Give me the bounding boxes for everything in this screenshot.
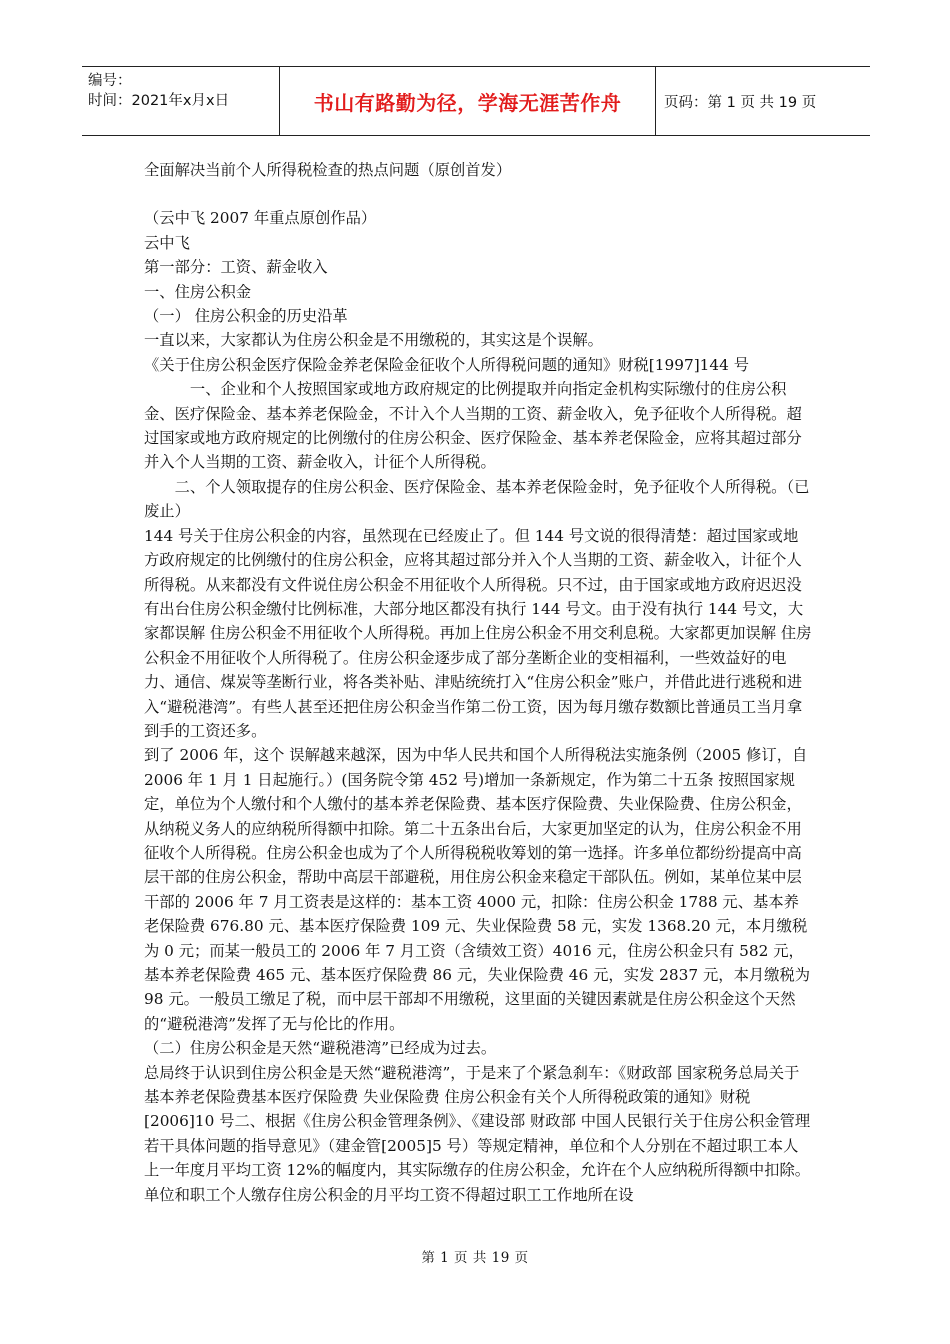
subsection-heading: （二）住房公积金是天然“避税港湾”已经成为过去。 [144, 1039, 497, 1058]
time-label: 时间：2021年x月x日 [88, 93, 230, 109]
document-body [144, 158, 812, 1207]
page-header [82, 66, 870, 136]
document-reference: 《关于住房公积金医疗保险金养老保险金征收个人所得税问题的通知》财税[1997]144 号 [144, 355, 750, 374]
document-title: 全面解决当前个人所得税检查的热点问题（原创首发） [144, 161, 512, 179]
header-motto: 书山有路勤为径，学海无涯苦作舟 [280, 67, 656, 135]
header-meta [82, 67, 280, 135]
section-heading: 一、住房公积金 [144, 282, 252, 301]
part-heading: 第一部分：工资、薪金收入 [144, 258, 328, 277]
author: 云中飞 [144, 233, 190, 252]
paragraph: 144 号关于住房公积金的内容，虽然现在已经废止了。但 144 号文说的很得清楚：超过国家或地方政府规定的比例缴付的住房公积金，应将其超过部分并入个人当期的工资、薪金收入，计征个人所得税。从来都没有文件说住房公积金不用征收个人所得税。只不过，由于国家或地方政府迟迟没有出台住房公积金缴付比例标准，大部分地区都没有执行 144 号文。由于没有执行 144 号文，大家都误解 住房公积金不用征收个人所得税。再加上住房公积金不用交利息税。大家都更加误解 住房公积金不用征收个人所得税了。住房公积金逐步成了部分垄断企业的变相福利，一些效益好的电力、通信、煤炭等垄断行业，将各类补贴、津贴统统打入“住房公积金”账户，并借此进行逃税和进入“避税港湾”。有些人甚至还把住房公积金当作第二份工资，因为每月缴存数额比普通员工当月拿到手的工资还多。 [144, 526, 812, 740]
paragraph: 总局终于认识到住房公积金是天然“避税港湾”，于是来了个紧急刹车：《财政部 国家税务总局关于基本养老保险费基本医疗保险费 失业保险费 住房公积金有关个人所得税政策的通知》财税[2006]10 号二、根据《住房公积金管理条例》、《建设部 财政部 中国人民银行关于住房公积金管理若干具体问题的指导意见》（建金管[2005]5 号）等规定精神，单位和个人分别在不超过职工本人上一年度月平均工资 12%的幅度内，其实际缴存的住房公积金，允许在个人应纳税所得额中扣除。单位和职工个人缴存住房公积金的月平均工资不得超过职工工作地所在设 [144, 1063, 811, 1204]
clause-one: 一、企业和个人按照国家或地方政府规定的比例提取并向指定金机构实际缴付的住房公积金、医疗保险金、基本养老保险金，不计入个人当期的工资、薪金收入，免予征收个人所得税。超过国家或地方政府规定的比例缴付的住房公积金、医疗保险金、基本养老保险金，应将其超过部分并入个人当期的工资、薪金收入，计征个人所得税。 [144, 380, 802, 472]
clause-two: 二、个人领取提存的住房公积金、医疗保险金、基本养老保险金时，免予征收个人所得税。（已废止） [144, 477, 810, 521]
document-subtitle: （云中飞 2007 年重点原创作品） [144, 209, 377, 228]
page-footer: 第 1 页 共 19 页 [421, 1250, 529, 1266]
number-label: 编号： [88, 73, 132, 89]
paragraph: 到了 2006 年，这个 误解越来越深，因为中华人民共和国个人所得税法实施条例（2005 修订，自 2006 年 1 月 1 日起施行。）(国务院令第 452 号)增加一条新规定，作为第二十五条 按照国家规定，单位为个人缴付和个人缴付的基本养老保险费、基本医疗保险费、失业保险费、住房公积金，从纳税义务人的应纳税所得额中扣除。第二十五条出台后，大家更加坚定的认为，住房公积金不用征收个人所得税。住房公积金也成为了个人所得税税收筹划的第一选择。许多单位都纷纷提高中高层干部的住房公积金，帮助中高层干部避税，用住房公积金来稳定干部队伍。例如，某单位某中层干部的 2006 年 7 月工资表是这样的：基本工资 4000 元，扣除：住房公积金 1788 元、基本养老保险费 676.80 元、基本医疗保险费 109 元、失业保险费 58 元，实发 1368.20 元，本月缴税为 0 元；而某一般员工的 2006 年 7 月工资（含绩效工资）4016 元，住房公积金只有 582 元，基本养老保险费 465 元、基本医疗保险费 86 元，失业保险费 46 元，实发 2837 元，本月缴税为 98 元。一般员工缴足了税，而中层干部却不用缴税，这里面的关键因素就是住房公积金这个天然的“避税港湾”发挥了无与伦比的作用。 [144, 746, 811, 1033]
subsection-heading: （一） 住房公积金的历史沿革 [144, 307, 348, 326]
paragraph: 一直以来，大家都认为住房公积金是不用缴税的，其实这是个误解。 [144, 331, 603, 350]
header-page-label: 页码：第 1 页 共 19 页 [664, 94, 817, 111]
